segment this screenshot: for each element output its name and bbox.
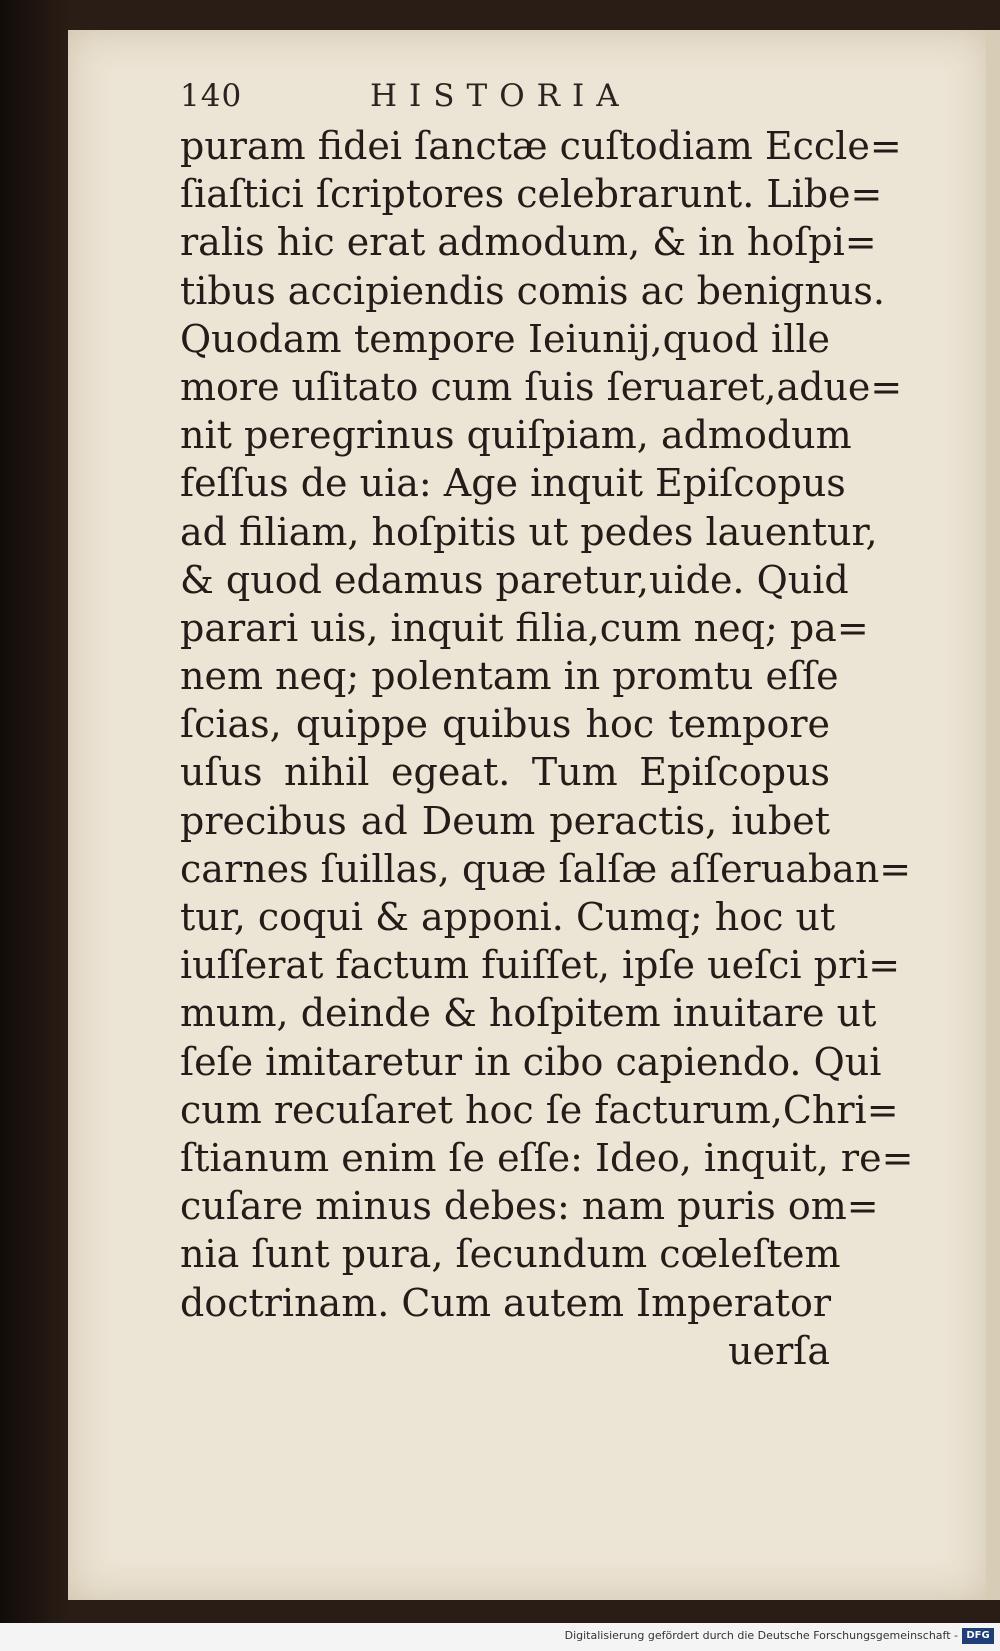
- text-line: nem neq; polentam in promtu eſſe: [180, 654, 839, 699]
- text-line: ralis hic erat admodum, & in hoſpi=: [180, 220, 877, 265]
- text-line: mum, deinde & hoſpitem inuitare ut: [180, 991, 877, 1036]
- running-title: HISTORIA: [370, 78, 631, 114]
- text-line: ad filiam, hoſpitis ut pedes lauentur,: [180, 509, 878, 554]
- text-line: ſeſe imitaretur in cibo capiendo. Qui: [180, 1039, 882, 1084]
- text-line: feſſus de uia: Age inquit Epiſcopus: [180, 461, 846, 506]
- footer-bar: [0, 1623, 1000, 1651]
- text-line: nia ſunt pura, ſecundum cœleſtem: [180, 1232, 841, 1277]
- text-line: & quod edamus paretur,uide. Quid: [180, 557, 849, 602]
- page-header: [180, 78, 740, 124]
- text-line: nit peregrinus quiſpiam, admodum: [180, 413, 852, 458]
- text-line: doctrinam. Cum autem Imperator: [180, 1280, 832, 1325]
- text-line: ſtianum enim ſe eſſe: Ideo, inquit, re=: [180, 1135, 914, 1180]
- dfg-logo: DFG: [962, 1628, 994, 1644]
- text-line: ſcias, quippe quibus hoc tempore: [180, 702, 830, 747]
- text-line: more uſitato cum ſuis ſeruaret,adue=: [180, 364, 903, 409]
- text-line: puram fidei ſanctæ cuſtodiam Eccle=: [180, 124, 902, 168]
- page-number: 140: [180, 78, 243, 114]
- text-line: tur, coqui & apponi. Cumq; hoc ut: [180, 895, 836, 939]
- text-line: cum recuſaret hoc ſe facturum,Chri=: [180, 1087, 899, 1132]
- text-line: uerſa: [728, 1328, 830, 1373]
- text-line: carnes ſuillas, quæ ſalſæ aſſeruaban=: [180, 846, 912, 891]
- text-line: Quodam tempore Ieiunij,quod ille: [180, 316, 830, 361]
- text-line: iuſſerat factum fuiſſet, ipſe ueſci pri=: [180, 943, 901, 988]
- text-line: uſus nihil egeat. Tum Epiſcopus: [180, 750, 830, 795]
- text-line: parari uis, inquit filia,cum neq; pa=: [180, 605, 869, 650]
- binding-shadow: [0, 0, 70, 1651]
- body-text: [180, 122, 914, 1375]
- text-line: ſiaſtici ſcriptores celebrarunt. Libe=: [180, 172, 883, 217]
- text-line: cuſare minus debes: nam puris om=: [180, 1184, 879, 1229]
- footer-credit: Digitalisierung gefördert durch die Deutsche Forschungsgemeinschaft -: [564, 1629, 958, 1642]
- text-line: tibus accipiendis comis ac benignus.: [180, 268, 885, 313]
- text-line: precibus ad Deum peractis, iubet: [180, 798, 830, 843]
- page-edge: [986, 30, 1000, 1600]
